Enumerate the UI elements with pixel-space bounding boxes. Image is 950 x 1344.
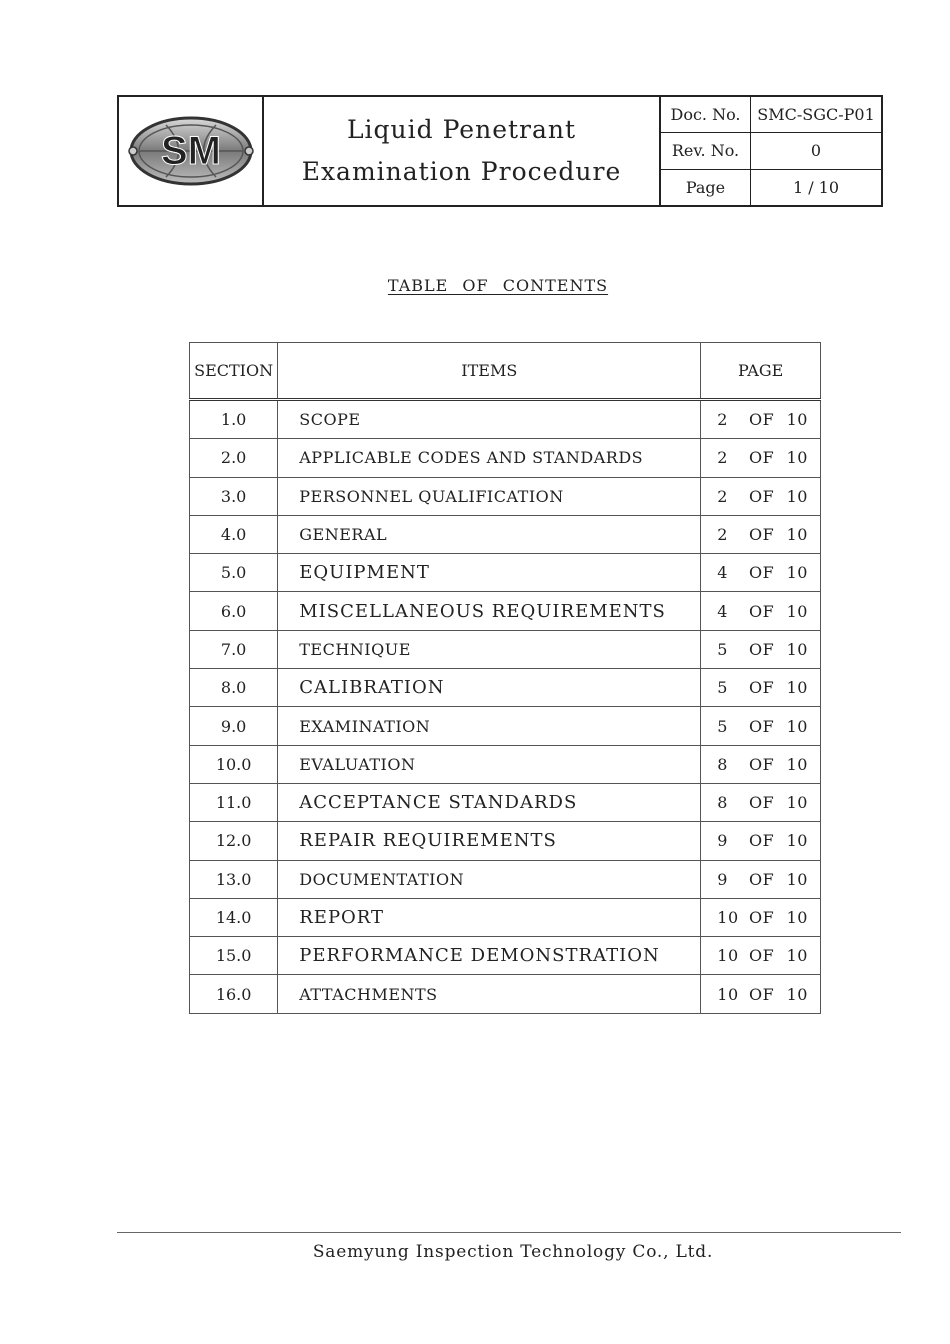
row-page <box>701 898 821 936</box>
row-section: 14.0 <box>190 898 278 936</box>
page-of: OF <box>749 831 775 851</box>
row-section: 4.0 <box>190 515 278 553</box>
table-row <box>190 898 821 936</box>
row-page <box>701 669 821 707</box>
page-of: OF <box>749 908 775 927</box>
row-page <box>701 937 821 975</box>
table-row <box>190 515 821 553</box>
header-section: SECTION <box>190 343 278 400</box>
row-section: 15.0 <box>190 937 278 975</box>
meta-row-rev-no <box>661 133 881 169</box>
row-page <box>701 707 821 745</box>
table-row <box>190 439 821 477</box>
row-page <box>701 745 821 783</box>
page-total: 10 <box>786 410 808 430</box>
page-number: 2 <box>717 486 728 506</box>
row-item: PERSONNEL QUALIFICATION <box>278 477 701 515</box>
document-title <box>264 97 661 205</box>
table-row <box>190 630 821 668</box>
row-item: DOCUMENTATION <box>278 860 701 898</box>
row-section: 7.0 <box>190 630 278 668</box>
row-section: 3.0 <box>190 477 278 515</box>
page-of: OF <box>749 448 775 468</box>
toc-table <box>189 342 821 1014</box>
table-row <box>190 400 821 439</box>
footer-company: Saemyung Inspection Technology Co., Ltd. <box>312 1242 714 1262</box>
page-number: 2 <box>717 525 728 545</box>
footer-divider <box>117 1232 901 1233</box>
row-item: REPAIR REQUIREMENTS <box>278 822 701 860</box>
page-of: OF <box>749 716 775 736</box>
table-row <box>190 592 821 630</box>
meta-value: 0 <box>810 141 822 161</box>
meta-value: SMC-SGC-P01 <box>757 105 875 125</box>
row-section: 6.0 <box>190 592 278 630</box>
row-section: 9.0 <box>190 707 278 745</box>
row-page <box>701 860 821 898</box>
page-of: OF <box>749 984 775 1004</box>
page-total: 10 <box>786 678 808 698</box>
page-total: 10 <box>786 716 808 736</box>
header-items: ITEMS <box>278 343 701 400</box>
table-row <box>190 937 821 975</box>
table-row <box>190 707 821 745</box>
page-of: OF <box>749 563 775 583</box>
page-total: 10 <box>786 754 808 774</box>
row-page <box>701 630 821 668</box>
page-number: 9 <box>717 831 728 851</box>
page-number: 5 <box>717 639 728 659</box>
page-number: 8 <box>717 754 728 774</box>
table-row <box>190 745 821 783</box>
row-item: ACCEPTANCE STANDARDS <box>278 783 701 821</box>
svg-text:SM: SM <box>160 129 221 173</box>
row-section: 16.0 <box>190 975 278 1013</box>
row-item: SCOPE <box>278 400 701 439</box>
page-number: 2 <box>717 448 728 468</box>
page-number: 9 <box>717 869 728 889</box>
row-item: EQUIPMENT <box>278 554 701 592</box>
row-page <box>701 477 821 515</box>
meta-label: Page <box>661 170 751 205</box>
row-page <box>701 975 821 1013</box>
page-of: OF <box>749 410 775 430</box>
row-item: CALIBRATION <box>278 669 701 707</box>
meta-row-page <box>661 170 881 205</box>
row-item: REPORT <box>278 898 701 936</box>
page-total: 10 <box>786 984 808 1004</box>
page-total: 10 <box>786 793 808 813</box>
row-section: 10.0 <box>190 745 278 783</box>
row-page <box>701 554 821 592</box>
row-section: 2.0 <box>190 439 278 477</box>
page-number: 4 <box>717 601 728 621</box>
page-number: 5 <box>717 678 728 698</box>
table-row <box>190 975 821 1013</box>
page-number: 5 <box>717 716 728 736</box>
page-total: 10 <box>786 869 808 889</box>
row-item: ATTACHMENTS <box>278 975 701 1013</box>
page-number: 2 <box>717 410 728 430</box>
page-of: OF <box>749 639 775 659</box>
page-number: 8 <box>717 793 728 813</box>
page-total: 10 <box>786 601 808 621</box>
page-number: 10 <box>717 946 739 966</box>
page-of: OF <box>749 678 775 698</box>
page-of: OF <box>749 525 775 545</box>
page-total: 10 <box>786 525 808 545</box>
sm-logo-icon <box>126 113 256 189</box>
toc-heading <box>0 276 950 295</box>
row-page <box>701 400 821 439</box>
row-section: 5.0 <box>190 554 278 592</box>
page-total: 10 <box>786 448 808 468</box>
page-of: OF <box>749 754 775 774</box>
document-meta <box>661 97 881 205</box>
row-page <box>701 592 821 630</box>
row-item: TECHNIQUE <box>278 630 701 668</box>
row-page <box>701 515 821 553</box>
title-line-2: Examination Procedure <box>301 157 622 186</box>
table-row <box>190 860 821 898</box>
row-item: MISCELLANEOUS REQUIREMENTS <box>278 592 701 630</box>
row-section: 8.0 <box>190 669 278 707</box>
page-total: 10 <box>786 486 808 506</box>
page-of: OF <box>749 486 775 506</box>
header-page: PAGE <box>701 343 821 400</box>
page-number: 10 <box>717 908 739 927</box>
toc-header-row <box>190 343 821 400</box>
meta-value: 1 / 10 <box>792 177 840 197</box>
table-row <box>190 783 821 821</box>
page-total: 10 <box>786 639 808 659</box>
row-page <box>701 783 821 821</box>
row-item: EVALUATION <box>278 745 701 783</box>
table-row <box>190 477 821 515</box>
page-of: OF <box>749 946 775 966</box>
page-number: 4 <box>717 563 728 583</box>
meta-label: Doc. No. <box>661 97 751 132</box>
toc-heading-text: TABLE OF CONTENTS <box>387 276 609 295</box>
title-line-1: Liquid Penetrant <box>346 115 577 144</box>
page-total: 10 <box>786 563 808 583</box>
table-row <box>190 669 821 707</box>
row-item: EXAMINATION <box>278 707 701 745</box>
page-number: 10 <box>717 984 739 1004</box>
page-of: OF <box>749 793 775 813</box>
table-row <box>190 822 821 860</box>
logo-cell <box>119 97 264 205</box>
row-item: GENERAL <box>278 515 701 553</box>
row-section: 12.0 <box>190 822 278 860</box>
page-total: 10 <box>786 908 808 927</box>
toc-body <box>190 400 821 1014</box>
page-total: 10 <box>786 946 808 966</box>
row-item: PERFORMANCE DEMONSTRATION <box>278 937 701 975</box>
meta-row-doc-no <box>661 97 881 133</box>
document-header <box>117 95 883 207</box>
table-row <box>190 554 821 592</box>
row-page <box>701 822 821 860</box>
meta-label: Rev. No. <box>661 133 751 168</box>
page-of: OF <box>749 869 775 889</box>
row-item: APPLICABLE CODES AND STANDARDS <box>278 439 701 477</box>
page-total: 10 <box>786 831 808 851</box>
row-section: 11.0 <box>190 783 278 821</box>
row-section: 1.0 <box>190 400 278 439</box>
row-section: 13.0 <box>190 860 278 898</box>
row-page <box>701 439 821 477</box>
page-of: OF <box>749 601 775 621</box>
